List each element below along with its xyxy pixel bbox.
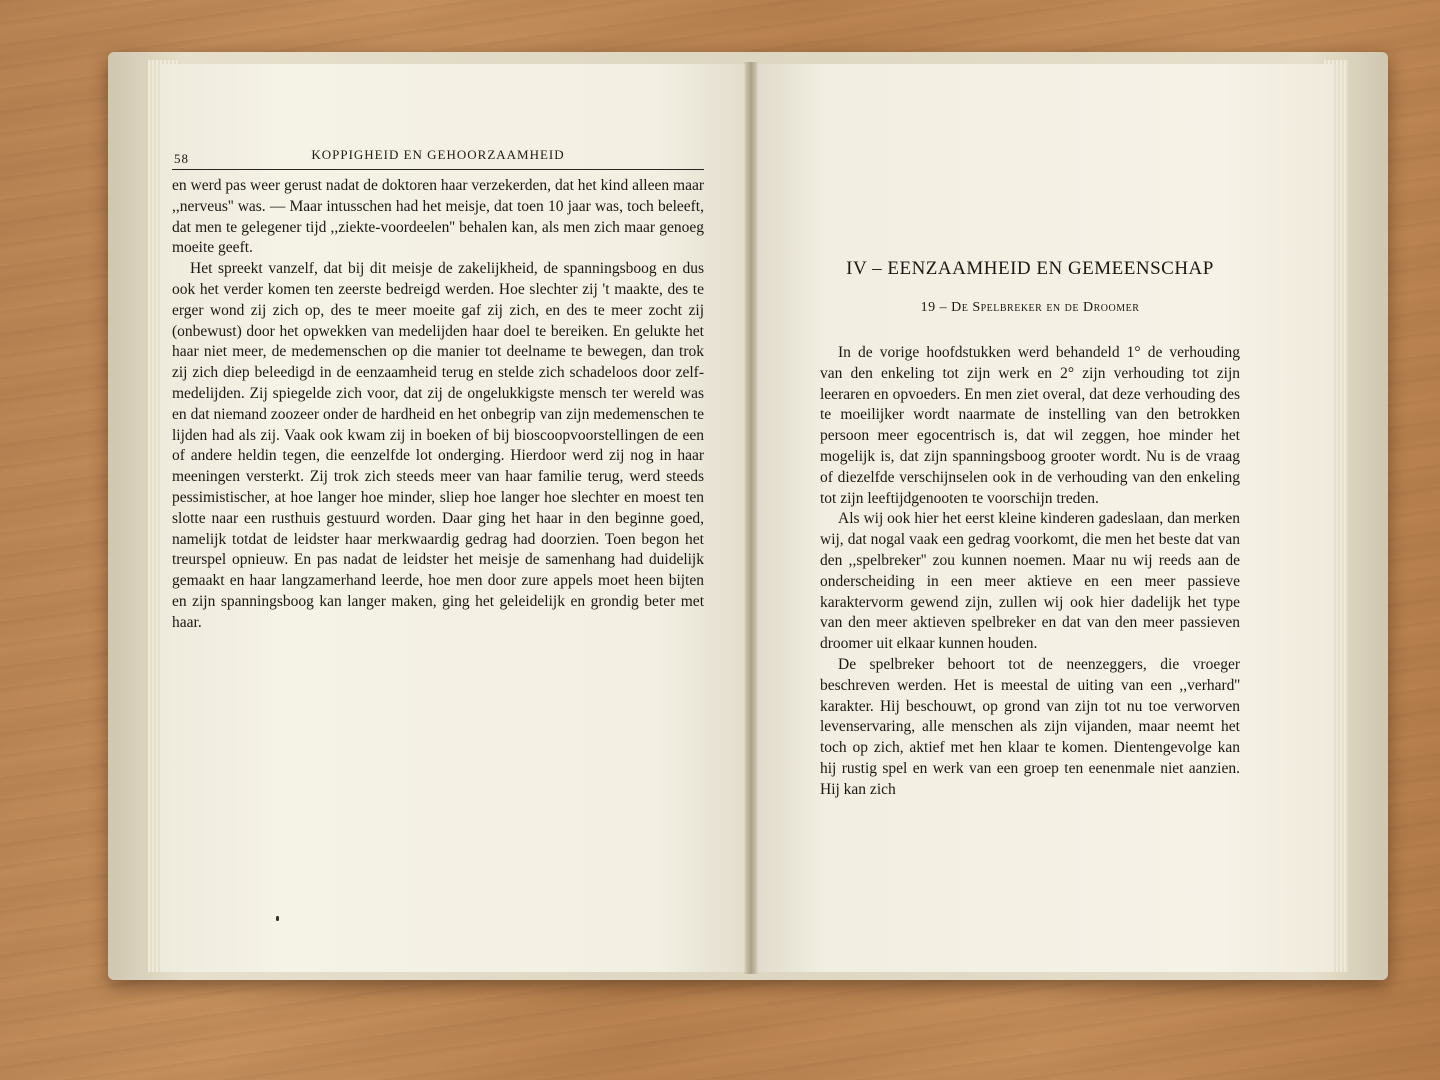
- paper-speck: [276, 916, 279, 921]
- right-paragraph-3: De spelbreker behoort tot de neenzeggers, die vroeger beschreven werden. Het is meestal de uiting van een ,,verhard'' karakter. Hij beschouwt, op grond van zijn tot nu toe verworven levenservaring, alle menschen als zijn vijanden, maar neemt het toch op zich, aktief met hen klaar te komen. Dientengevolge kan hij rustig spel en werk van een groep ten eenenmale niet aanzien. Hij kan zich: [820, 655, 1240, 798]
- section-heading: [820, 300, 1240, 316]
- right-paragraph-2: Als wij ook hier het eerst kleine kinderen gadeslaan, dan merken wij, dat nogal vaak een gedrag voorkomt, die men het beste dat van den ,,spelbreker'' zou kunnen noemen. Maar nu wij reeds aan de onderscheiding in een meer aktieve en een meer passieve karaktervorm gewend zijn, zullen wij ook hier dadelijk het type van den meer aktieven spelbreker en dat van den meer passieven droomer uit elkaar kunnen houden.: [820, 510, 1240, 653]
- left-paragraph-2: Het spreekt vanzelf, dat bij dit meisje de zakelijkheid, de spanningsboog en dus ook het verder komen ten zeerste bedreigd werden. Hoe slechter zij 't maakte, des te erger wond zij zich op, des te meer moeite gaf zij zich, en des te meer zocht zij (onbewust) door het opwekken van medelijden haar doel te bereiken. En gelukte het haar niet meer, de medemenschen op die manier tot deelname te bewegen, dan trok zij zich diep beleedigd in de eenzaamheid terug en stelde zich schadeloos door zelf-medelijden. Zij spiegelde zich voor, dat zij de ongelukkigste mensch ter wereld was en dat niemand zoozeer onder de hardheid en het onbegrip van zijn medemenschen te lijden had als zij. Vaak ook kwam zij in boeken of bij bioscoopvoorstellingen de een of andere heldin tegen, die eenzelfde lot onderging. Hierdoor werd zij nog in haar meeningen versterkt. Zij trok zich steeds meer van haar familie terug, werd steeds pessimistischer, at hoe langer hoe minder, sliep hoe langer hoe slechter en moest ten slotte naar een rusthuis gestuurd worden. Daar ging het haar in den beginne goed, namelijk totdat de leidster haar merkwaardig gedrag had doorzien. Toen begon het treurspel opnieuw. En pas nadat de leidster het meisje de samenhang had duidelijk gemaakt en haar langzamerhand leerde, hoe men door zure appels moet heen bijten en zijn spanningsboog kan langer maken, ging het geleidelijk en grondig beter met haar.: [172, 260, 704, 631]
- chapter-title: IV – EENZAAMHEID EN GEMEENSCHAP: [846, 258, 1214, 279]
- running-head: [172, 145, 704, 170]
- page-number: 58: [174, 151, 189, 166]
- left-paragraph-1: en werd pas weer gerust nadat de doktoren haar verzekerden, dat het kind alleen maar ,,nerveus'' was. — Maar intusschen had het meisje, dat toen 10 jaar was, toch beleeft, dat men te gelegener tijd ,,ziekte-voordeelen'' behalen kan, als men zich maar genoeg moeite geeft.: [172, 177, 704, 257]
- right-page-text: [820, 343, 1240, 801]
- section-number: 19 –: [920, 300, 948, 315]
- book-gutter: [744, 62, 758, 974]
- running-head-title: KOPPIGHEID EN GEHOORZAAMHEID: [311, 147, 565, 162]
- section-title: De Spelbreker en de Droomer: [951, 300, 1140, 315]
- right-paragraph-1: In de vorige hoofdstukken werd behandeld 1° de verhouding van den enkeling tot zijn werk en 2° zijn verhouding tot zijn leeraren en opvoeders. En men ziet overal, dat deze verhouding des te moeilijker wordt naarmate de instelling van den betrokken persoon meer egocentrisch is, dat wil zeggen, hoe minder het mogelijk is, dat zijn spanningsboog grooter wordt. Nu is de vraag of diezelfde verschijnselen ook in de verhouding van den enkeling tot zijn leeftijdgenooten te voorschijn treden.: [820, 344, 1240, 507]
- left-page-text: [172, 176, 704, 634]
